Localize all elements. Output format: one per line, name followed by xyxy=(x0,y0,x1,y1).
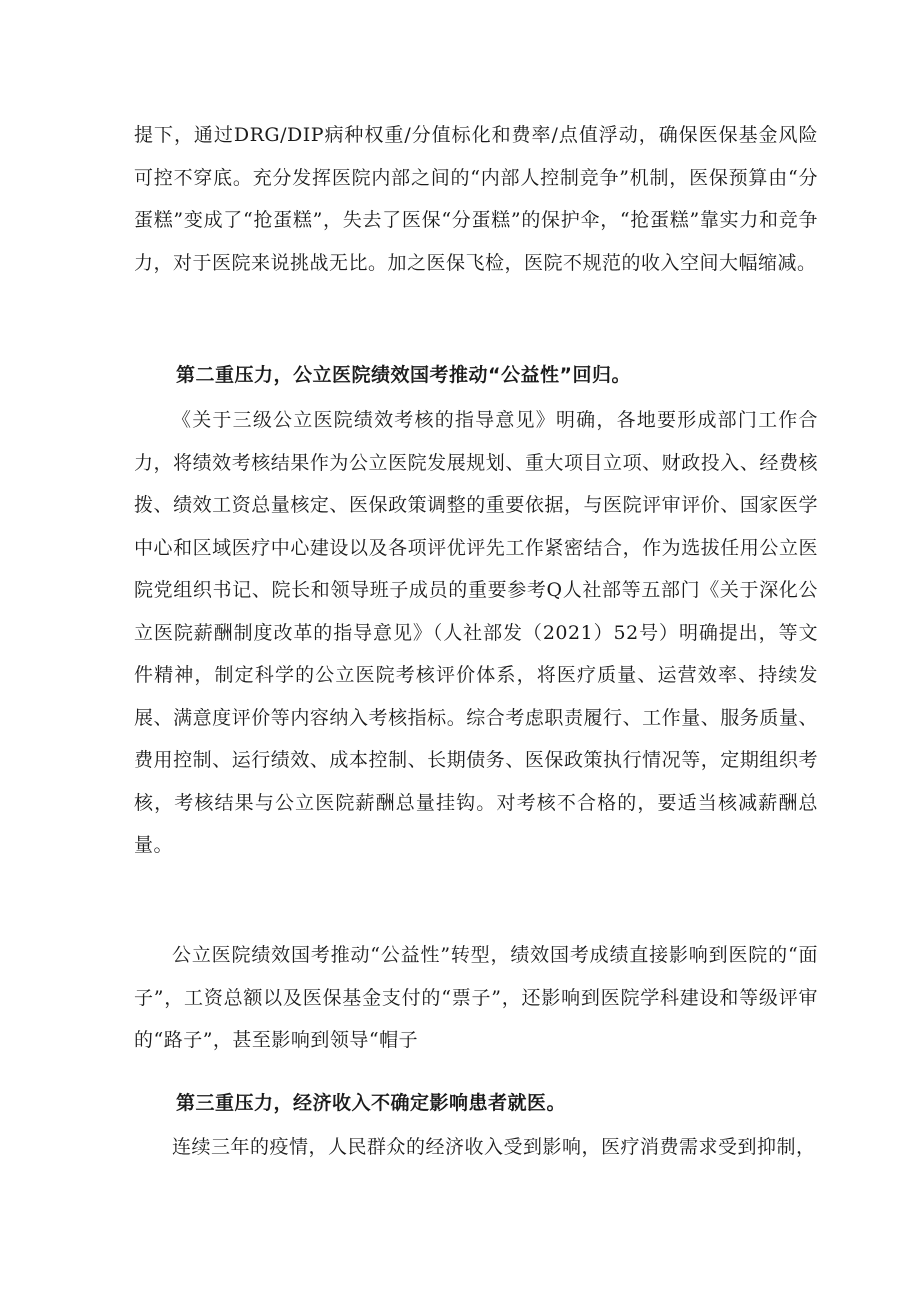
heading-third-pressure: 第三重压力，经济收入不确定影响患者就医。 xyxy=(176,1092,567,1114)
paragraph-public-welfare-transition: 公立医院绩效国考推动“公益性”转型，绩效国考成绩直接影响到医院的“面子”，工资总额以及医保基金支付的“票子”，还影响到医院学科建设和等级评审的“路子”，甚至影响到领导“帽子 xyxy=(134,944,818,1051)
paragraph-pandemic-income: 连续三年的疫情，人民群众的经济收入受到影响，医疗消费需求受到抑制， xyxy=(172,1136,816,1158)
heading-second-pressure: 第二重压力，公立医院绩效国考推动“公益性”回归。 xyxy=(176,364,631,386)
paragraph-performance-evaluation: 《关于三级公立医院绩效考核的指导意见》明确，各地要形成部门工作合力，将绩效考核结果作为公立医院发展规划、重大项目立项、财政投入、经费核拨、绩效工资总量核定、医保政策调整的重要依据，与医院评审评价、国家医学中心和区域医疗中心建设以及各项评优评先工作紧密结合，作为选拔任用公立医院党组织书记、院长和领导班子成员的重要参考Q人社部等五部门《关于深化公立医院薪酬制度改革的指导意见》（人社部发（2021）52号）明确提出，等文件精神，制定科学的公立医院考核评价体系，将医疗质量、运营效率、持续发展、满意度评价等内容纳入考核指标。综合考虑职责履行、工作量、服务质量、费用控制、运行绩效、成本控制、长期债务、医保政策执行情况等，定期组织考核，考核结果与公立医院薪酬总量挂钩。对考核不合格的，要适当核减薪酬总量。 xyxy=(134,409,818,856)
paragraph-drg-dip-budget: 提下，通过DRG/DIP病种权重/分值标化和费率/点值浮动，确保医保基金风险可控不穿底。充分发挥医院内部之间的“内部人控制竞争”机制，医保预算由“分蛋糕”变成了“抢蛋糕”，失去了医保“分蛋糕”的保护伞，“抢蛋糕”靠实力和竞争力，对于医院来说挑战无比。加之医保飞检，医院不规范的收入空间大幅缩减。 xyxy=(134,124,818,274)
